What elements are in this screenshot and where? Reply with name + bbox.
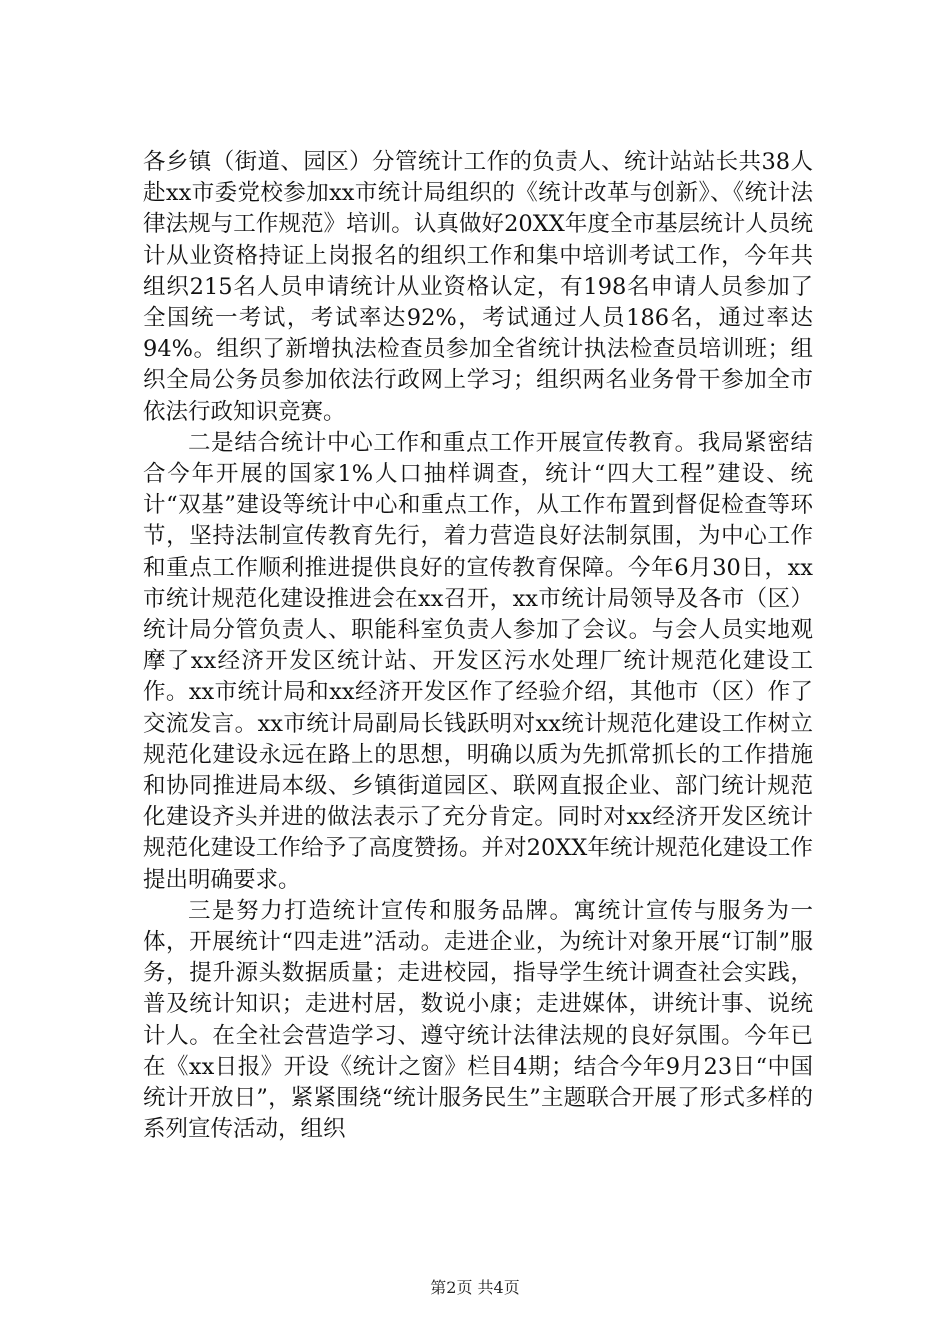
paragraph-2: 二是结合统计中心工作和重点工作开展宣传教育。我局紧密结合今年开展的国家1%人口抽样调查，统计“四大工程”建设、统计“双基”建设等统计中心和重点工作，从工作布置到督促检查等环节，坚持法制宣传教育先行，着力营造良好法制氛围，为中心工作和重点工作顺利推进提供良好的宣传教育保障。今年6月30日，xx市统计规范化建设推进会在xx召开，xx市统计局领导及各市（区）统计局分管负责人、职能科室负责人参加了会议。与会人员实地观摩了xx经济开发区统计站、开发区污水处理厂统计规范化建设工作。xx市统计局和xx经济开发区作了经验介绍，其他市（区）作了交流发言。xx市统计局副局长钱跃明对xx统计规范化建设工作树立规范化建设永远在路上的思想，明确以质为先抓常抓长的工作措施和协同推进局本级、乡镇街道园区、联网直报企业、部门统计规范化建设齐头并进的做法表示了充分肯定。同时对xx经济开发区统计规范化建设工作给予了高度赞扬。并对20XX年统计规范化建设工作提出明确要求。 bbox=[143, 429, 813, 893]
paragraph-1: 各乡镇（街道、园区）分管统计工作的负责人、统计站站长共38人赴xx市委党校参加xx市统计局组织的《统计改革与创新》、《统计法律法规与工作规范》培训。认真做好20XX年度全市基层统计人员统计从业资格持证上岗报名的组织工作和集中培训考试工作，今年共组织215名人员申请统计从业资格认定，有198名申请人员参加了全国统一考试，考试率达92%，考试通过人员186名，通过率达94%。组织了新增执法检查员参加全省统计执法检查员培训班；组织全局公务员参加依法行政网上学习；组织两名业务骨干参加全市依法行政知识竞赛。 bbox=[143, 149, 813, 425]
paragraph-3: 三是努力打造统计宣传和服务品牌。寓统计宣传与服务为一体，开展统计“四走进”活动。走进企业，为统计对象开展“订制”服务，提升源头数据质量；走进校园，指导学生统计调查社会实践，普及统计知识；走进村居，数说小康；走进媒体，讲统计事、说统计人。在全社会营造学习、遵守统计法律法规的良好氛围。今年已在《xx日报》开设《统计之窗》栏目4期；结合今年9月23日“中国统计开放日”，紧紧围绕“统计服务民生”主题联合开展了形式多样的系列宣传活动，组织 bbox=[143, 897, 813, 1143]
page-footer: 第2页 共4页 bbox=[430, 1278, 520, 1297]
document-body bbox=[143, 147, 813, 1146]
